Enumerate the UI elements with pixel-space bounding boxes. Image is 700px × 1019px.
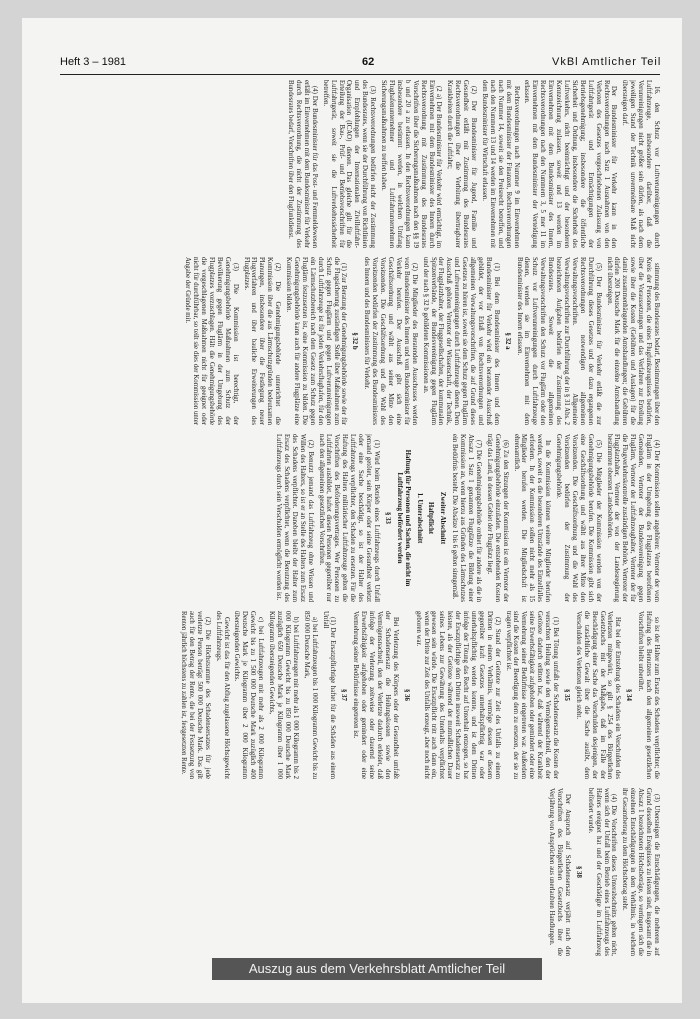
paragraph: Der Anspruch auf Schadensersatz verjährt nach den Vorschriften des Bürgerlichen Gesetzbuchs über die Verjährung von Ansprüchen aus unerlaubten Handlungen.	[548, 788, 571, 956]
rotated-text-area	[60, 80, 660, 960]
text-column-1	[60, 80, 660, 248]
issue-label: Heft 3 – 1981	[60, 56, 127, 68]
paragraph: (2) Die Genehmigungsbehörde unterrichtet die Kommission über die aus Lärmschutzgründen bedeutsamen Planungen, insbesondere über die Festlegung neuer Flugverfahren und über bauliche Erweiterungen des Flugplatzes.	[242, 257, 282, 425]
paragraph: (3) Übersteigen die Entschädigungen, die mehreren auf Grund desselben Ereignisses zu leisten sind, insgesamt die in Absatz 1 bezeichneten Höchstbeträge, so verringern sich die einzelnen Entschädigungen in dem Verhältnis, in welchem ihr Gesamtbetrag zu dem Höchstbetrag steht.	[621, 788, 660, 956]
footer-banner: Auszug aus dem Verkehrsblatt Amtlicher Teil	[212, 958, 542, 980]
section-heading: § 33	[383, 512, 391, 524]
paragraph: (5) Die Mitglieder der Kommission werden von der Genehmigungsbehörde berufen. Die Kommission gibt sich eine Geschäftsordnung und wählt aus ihrer Mitte den Vorsitzenden. Die Geschäftsordnung und die Wahl des Vorsitzenden bedürfen der Zustimmung der Genehmigungsbehörde.	[555, 434, 602, 602]
document-page	[22, 18, 682, 1003]
section-heading: § 36	[402, 689, 410, 701]
paragraph: b) bei Luftfahrzeugen mit mehr als 1 000 Kilogramm bis 2 000 Kilogramm Gewicht bis zu 850 000 Deutsche Mark zuzüglich 650 Deutsche Mark je Kilogramm über 1 000 Kilogramm übersteigenden Gewichts,	[268, 611, 299, 779]
paragraph: (5) Der Bundesminister für Verkehr erläßt die zur Durchführung dieses Gesetzes und der dazu ergangenen Rechtsverordnungen notwendigen allgemeinen Verwaltungsvorschriften. Allgemeine Verwaltungsvorschriften zur Durchführung der in § 31 Abs. 2 bezeichneten Aufgaben bedürfen der Zustimmung des Bundesrates. Soweit die allgemeinen Verwaltungsvorschriften den Schutz vor Fluglärm oder den Schutz vor Luftverunreinigungen durch Luftfahrzeuge dienen, werden sie im Einvernehmen mit dem Bundesminister des Innern erlassen.	[515, 257, 602, 425]
paragraph: so ist der Halter zum Ersatz des Schadens verpflichtet; die Haftung des Benutzers nach den allgemeinen gesetzlichen Vorschriften bleibt unberührt.	[637, 611, 660, 779]
text-column-2	[60, 257, 660, 425]
section-heading: Zweiter Abschnitt	[439, 491, 447, 545]
header-rule	[60, 74, 660, 75]
rotated-columns	[60, 80, 660, 960]
paragraph: Der Bundesminister für Verkehr kann in den Rechtsverordnungen nach Satz 1 Ausnahmen von den Verboten des Gesetzes vorgeschriebenen Zulassung von Luftfahrtgerät und Ermächtigungen der Betriebsgenehmigung; insbesondere die öffentliche Sicherheit und Ordnung, insbesondere die Sicherheit des Luftverkehrs, nicht beeinträchtigt und der besonderen Kennzeichnung zulassen, soweit und 13 werden im Einvernehmen mit dem Bundesminister des Innern, Rechtsverordnungen nach den Nummern 3, 5 mer 11 im Einvernehmen mit dem Bundesminister der Verteidigung erlassen.	[523, 80, 618, 248]
paragraph: (1) Zur Beratung der Genehmigungsbehörde sowie der für die Flugsicherung zuständigen Stelle über Maßnahmen zum Schutz gegen Fluglärm und gegen Luftverunreinigungen durch Luftfahrzeuge ist für jeden Verkehrsflughafen, für den ein Lärmschutzbereich nach dem Gesetz zum Schutz gegen Fluglärm festzusetzen ist, eine Kommission zu bilden. Die Genehmigungsbehörde kann auch für andere Flugplätze eine Kommission bilden.	[285, 257, 348, 425]
paragraph: (1) Bei Tötung umfaßt der Schadensersatz die Kosten der versuchten Heilung sowie den Vermögensnachteil, den der Getötete dadurch erlitten hat, daß während der Krankheit seine Erwerbsfähigkeit aufgehoben oder gemindert oder eine Vermehrung seiner Bedürfnisse eingetreten war. Außerdem sind die Kosten der Beerdigung dem zu ersetzen, der sie zu tragen verpflichtet ist.	[504, 611, 560, 779]
paragraph: (3) Rechtsverordnungen bedürfen nicht der Zustimmung des Bundesrates, wenn sie der Durchführung von Richtlinien und Empfehlungen der Internationalen Zivilluftfahrt-Organisation (ICAO) dienen. Das gleiche gilt für die Erteilung der Bau-, Prüf- und Betriebsvorschriften für Luftfahrtgerät, soweit sie die Luftverkehrssicherheit betreffen.	[321, 80, 377, 248]
paragraph: (1) Der Ersatzpflichtige haftet für die Schäden aus einem Unfall	[321, 611, 337, 779]
text-column-3	[60, 434, 660, 602]
paragraph: (2) Die Höchstsumme des Schadensersatzes für jede verletzte Person beträgt 500 000 Deutsche Mark. Das gilt auch für den Betrag der Rente, die bei der Festsetzung von Renten jährlich höchstens zu zahlen ist, festgesetzten Rente.	[180, 611, 211, 779]
paragraph: (4) Der Bundesminister für das Post- und Fernmeldewesen erläßt im Einvernehmen mit dem Bundesminister für Verkehr durch Rechtsverordnung, die nicht der Zustimmung des Bundesrates bedarf, Vorschriften über den Flugfunkdienst.	[287, 80, 318, 248]
paragraph: (2) Stand der Getötete zur Zeit des Unfalls zu einem Dritten in einem Verhältnis, vermöge dessen er diesem gegenüber kraft Gesetzes unterhaltspflichtig war oder unterhaltspflichtig werden konnte, und ist dem Dritten infolge der Tötung das Recht auf Unterhalt entzogen, so hat der Ersatzpflichtige dem Dritten insoweit Schadensersatz zu leisten, als der Getötete während der mutmaßlichen Dauer seines Lebens zur Gewährung des Unterhalts verpflichtet gewesen sein würde. Die Ersatzpflicht tritt auch dann ein, wenn der Dritte zur Zeit des Unfalls erzeugt, aber noch nicht geboren war.	[414, 611, 501, 779]
publication-title: VkBl Amtlicher Teil	[552, 56, 662, 68]
section-heading: 1. Unterabschnitt	[415, 492, 423, 544]
section-heading: § 38	[574, 866, 582, 878]
paragraph: (1) Wird beim Betrieb eines Luftfahrzeugs durch Unfall jemand getötet, sein Körper oder seine Gesundheit verletzt oder eine Sache beschädigt, so ist der Halter des Luftfahrzeugs verpflichtet, den Schaden zu ersetzen. Für die Haftung des Halters militärischer Luftfahrzeuge gelten die Vorschriften des Beförderungsvertrages. Wer Personen zu Luftfahrten ausbildet, haftet diesen Personen gegenüber nur nach den allgemeinen gesetzlichen Vorschriften.	[317, 434, 380, 602]
paragraph: Hat bei der Entstehung des Schadens ein Verschulden des Verletzten mitgewirkt, so gilt § 254 des Bürgerlichen Gesetzbuchs mit der Maßgabe, daß im Falle der Beschädigung einer Sache das Verschulden desjenigen, der die tatsächliche Gewalt über die Sache ausübt, dem Verschulden des Verletzten gleich steht.	[574, 611, 622, 779]
paragraph: (2) Die Mitglieder des Beratenden Ausschusses werden vom Bundesminister des Innern und vom Bundesminister für Verkehr berufen. Der Ausschuß gibt sich eine Geschäftsordnung und wählt aus seiner Mitte den Vorsitzenden. Die Geschäftsordnung und die Wahl des Vorsitzenden bedürfen der Zustimmung des Bundesministers des Innern und des Bundesministers für Verkehr.	[363, 257, 418, 425]
paragraph: Gewicht ist das für den Abflug zugelassene Höchstgewicht des Luftfahrzeugs.	[214, 611, 230, 779]
section-heading: § 34	[625, 689, 633, 701]
paragraph: (2 a) Der Bundesminister für Verkehr wird ermächtigt, im Einvernehmen mit dem Bundesminister des Innern durch Rechtsverordnung mit Zustimmung des Bundesrates Vorschriften über die Sicherungsmaßnahmen nach den §§ 19 b und 20 a zu erlassen. In den Rechtsverordnungen kann insbesondere bestimmt werden, in welchem Umfang Flughafenunternehmer und Luftfahrtunternehmen Sicherungsmaßnahmen zu treffen haben.	[380, 80, 443, 248]
paragraph: Rechtsverordnungen nach Nummer 9 im Einvernehmen mit dem Bundesminister der Finanzen, Rechtsverordnungen nach Nummer 14, soweit sie den Preisrecht betreffen, und nach den Nummern 13 und 14 werden im Einvernehmen mit dem Bundesminister für Wirtschaft erlassen.	[480, 80, 520, 248]
paragraph: In die Kommission können weitere Mitglieder berufen werden, soweit es die besonderen Umstände des Einzelfalles erfordern. In der Kommission sollen nicht mehr als 15 Mitglieder berufen werden. Die Mitgliedschaft ist ehrenamtlich.	[512, 434, 552, 602]
section-heading: § 35	[562, 689, 570, 701]
text-column-5	[60, 788, 660, 956]
section-heading: § 37	[340, 689, 348, 701]
paragraph: 16. den Schutz vor Luftverunreinigungen durch Luftfahrzeuge, insbesondere darüber, daß die Verunreinigungen nicht größer sein dürfen, als nach dem jeweiligen Stand der Technik unvermeidbare Maß nicht übersteigen darf.	[621, 80, 660, 248]
text-column-4	[60, 611, 660, 779]
paragraph: (3) Die Kommission ist berechtigt, der Genehmigungsbehörde Maßnahmen zum Schutz der Bevölkerung gegen Fluglärm in der Umgebung des Flugplatzes vorzuschlagen. Hält die Genehmigungsbehörde die vorgeschlagenen Maßnahmen nicht für geeignet oder nicht für durchführbar, so teilt sie dies der Kommission unter Angabe der Gründe mit.	[184, 257, 239, 425]
paragraph: (4) Die Vorschriften dieses Unterabschnitts gelten nicht, wenn sich der Unfall beim Betrieb eines Luftfahrzeugs des Halters ereignet hat und der Geschädigte im Luftfahrzeug befördert wurde.	[586, 788, 618, 956]
paragraph: c) bei Luftfahrzeugen mit mehr als 2 000 Kilogramm Gewicht bis zu 1 500 000 Deutsche Mark zuzüglich 400 Deutsche Mark je Kilogramm über 2 000 Kilogramm übersteigenden Gewichts.	[233, 611, 265, 779]
section-heading: § 32 a	[503, 332, 511, 350]
paragraph: (7) Die Genehmigungsbehörde ordnet für andere als die in Absatz 1 Satz 1 genannten Flugplätze die Bildung einer Kommission an, wenn hierzu aus Gründen des Lärmschutzes ein Bedürfnis besteht. Die Absätze 1 bis 6 gelten sinngemäß.	[451, 434, 482, 602]
paragraph: (6) Zu den Sitzungen der Kommission ist ein Vertreter der Genehmigungsbehörde einzuladen. Die entstehenden Kosten trägt das Land, in dessen Gebiet der Flugplatz liegt.	[485, 434, 509, 602]
section-heading: Haftpflicht	[427, 501, 435, 535]
paragraph: (1) Bei dem Bundesminister des Innern und dem Bundesminister für Verkehr wird ein beratender Ausschuß gebildet, der vor Erlaß von Rechtsverordnungen und allgemeinen Verwaltungsvorschriften, die auf Grund dieses Gesetzes zu hören ist, soweit sie dem Schutz gegen Fluglärm und Luftverunreinigungen durch Luftfahrzeuge dienen. Dem Ausschuß gehören Vertreter der Wissenschaft, der Technik, der Flugplatzhalter, der Fluggesellschaften, der kommunalen Spitzenverbände, der Bundesvereinigung gegen Fluglärm und der nach § 32 b gebildeten Kommissionen an.	[421, 257, 500, 425]
paragraph: Bei Verletzung des Körpers oder der Gesundheit umfaßt der Schadensersatz die Heilungskosten sowie den Vermögensnachteil, den der Verletzte dadurch erleidet, daß infolge der Verletzung zeitweise oder dauernd seine Erwerbsfähigkeit aufgehoben oder gemindert oder eine Vermehrung seiner Bedürfnisse eingetreten ist.	[352, 611, 399, 779]
section-heading: § 32 b	[351, 332, 359, 350]
paragraph: (2) Benutzt jemand das Luftfahrzeug ohne Wissen und Willen des Halters, so ist er an Stelle des Halters zum Ersatz des Schadens verpflichtet. Daneben bleibt der Halter zum Ersatz des Schadens verpflichtet, wenn die Benutzung des Luftfahrzeugs durch sein Verschulden ermöglicht worden ist.	[275, 434, 314, 602]
paragraph: (2) Der Bundesminister für Jugend, Familie und Gesundheit erläßt mit Zustimmung des Bundesrates Rechtsverordnungen über die Verhütung übertragbarer Krankheiten durch die Luftfahrt;	[446, 80, 478, 248]
section-heading: Haftung für Personen und Sachen, die nicht im Luftfahrzeug befördert werden	[395, 449, 411, 587]
paragraph: a) bei Luftfahrzeugen bis 1 000 Kilogramm Gewicht bis zu 850 000 Deutsche Mark,	[302, 611, 318, 779]
page-number: 62	[362, 56, 375, 68]
paragraph: (4) Der Kommission sollen angehören: Vertreter der vom Fluglärm in der Umgebung des Flugplatzes betroffenen Gemeinden, Vertreter der Bundesvereinigung gegen Fluglärm, Vertreter der Luftfahrzeughalter, Vertreter der für die Flugverkehrskontrolle zuständigen Behörde, Vertreter der Flugplatzhalter, Vertreter der von der Landesregierung bestimmten obersten Landesbehörden.	[605, 434, 660, 602]
paragraph: stimmung des Bundesrates bedarf, Bestimmungen über den Kreis der Personen, die eines Flugfunkzeugnisses bedürfen, über die Voraussetzungen und das Verfahren zur Erteilung sowie über die Kosten (Gebühren und Auslagen) für die damit zusammenhängenden Amtshandlungen; die Gebühren dürfen 200 Deutsche Mark für die einzelne Amtshandlung nicht übersteigen.	[605, 257, 660, 425]
